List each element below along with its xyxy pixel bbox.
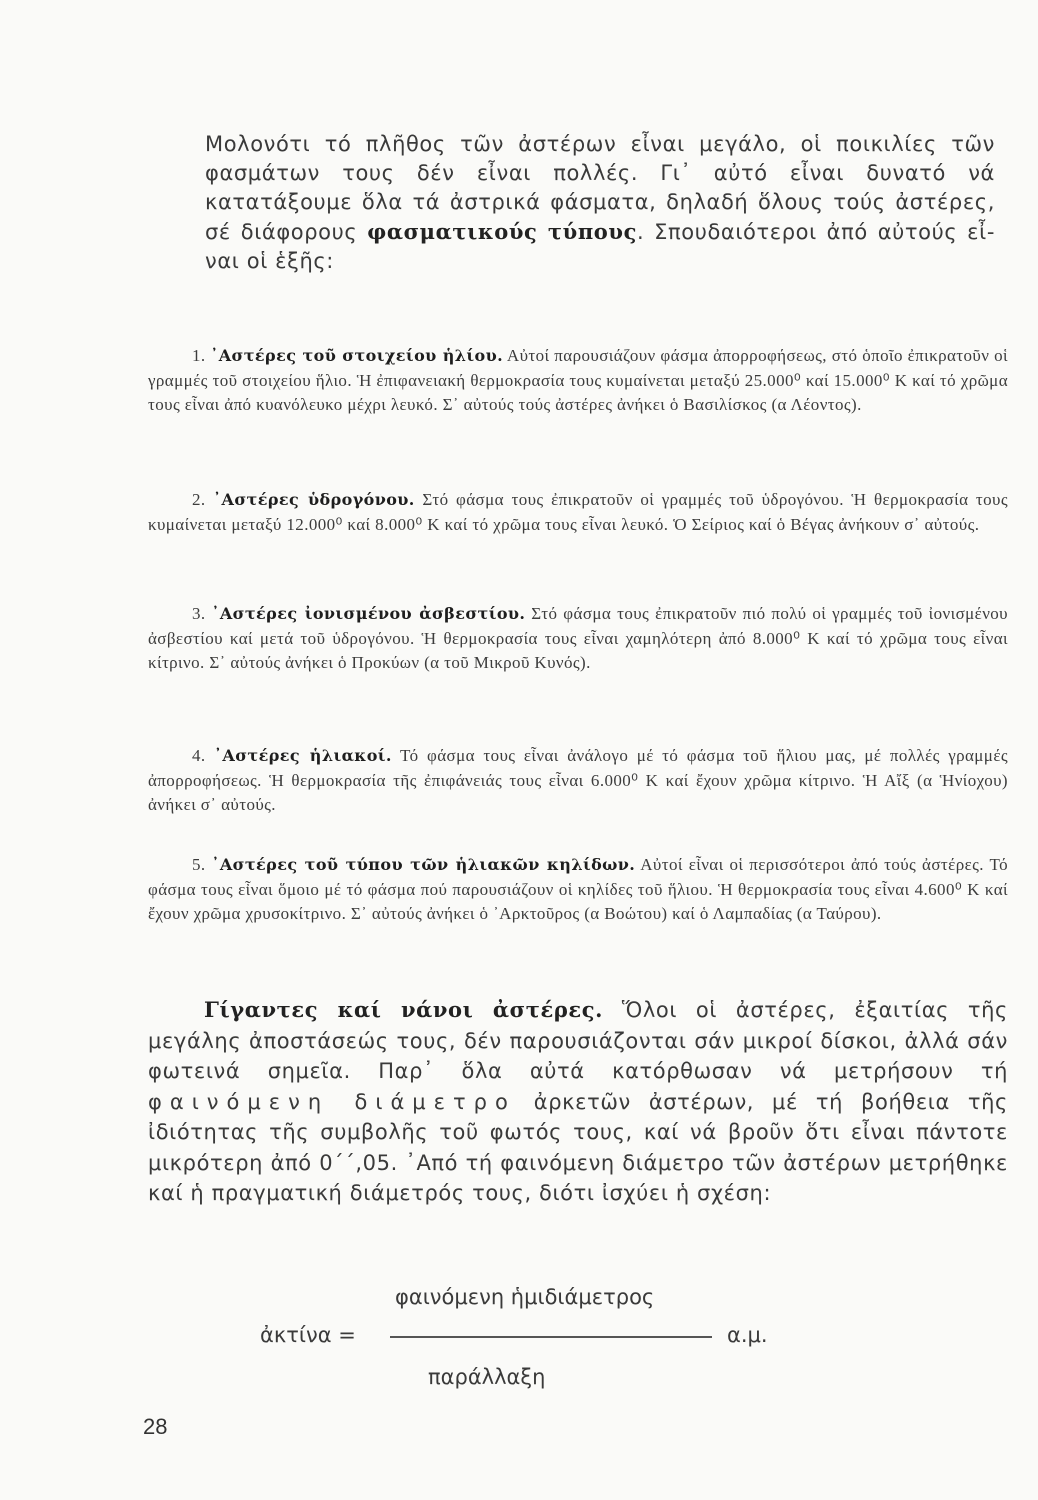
section-heading: Γίγαντες καί νάνοι ἀστέρες. — [204, 997, 604, 1022]
spaced-term: φαινόμενη διάμετρο — [148, 1089, 516, 1114]
intro-paragraph — [205, 130, 995, 276]
type-number: 5. — [192, 855, 206, 874]
spectral-type-5 — [148, 853, 1008, 927]
spectral-type-4 — [148, 744, 1008, 818]
type-title: ᾽Αστέρες ὑδρογόνου. — [213, 490, 415, 509]
fraction-bar — [390, 1336, 712, 1338]
type-title: ᾽Αστέρες τοῦ τύπου τῶν ἡλιακῶν κηλίδων. — [211, 855, 636, 874]
type-text: Στό φάσμα τους ἐπικρατοῦν πιό πολύ οἱ γραμμές τοῦ ἰονισμένου ἀσβεστίου καί μετά τοῦ ὑδρογόνου. Ἡ θερμοκρασία τους εἶναι χαμηλότερη ἀπό 8.000⁰ Κ καί τό χρῶμα τους εἶναι κίτρινο. Σ᾽ αὐτούς ἀνήκει ὁ Προκύων (α τοῦ Μικροῦ Κυνός). — [148, 604, 1009, 672]
type-title: ᾽Αστέρες ἡλιακοί. — [214, 746, 392, 765]
giants-dwarfs-paragraph — [148, 995, 1008, 1209]
formula-lhs: ἀκτίνα = — [260, 1323, 356, 1347]
formula-unit: α.μ. — [727, 1323, 768, 1347]
spectral-type-3 — [148, 602, 1008, 676]
type-number: 3. — [192, 604, 206, 623]
type-text: Στό φάσμα τους ἐπικρατοῦν οἱ γραμμές τοῦ ὑδρογόνου. Ἡ θερμοκρασία τους κυμαίνεται μεταξύ 12.000⁰ καί 8.000⁰ Κ καί τό χρῶμα τους εἶναι λευκό. Ὁ Σείριος καί ὁ Βέγας ἀνήκουν σ᾽ αὐτούς. — [148, 490, 1009, 534]
page-number: 28 — [143, 1414, 168, 1439]
intro-term: φασματικούς τύπους — [367, 219, 637, 244]
giants-text: Ὅλοι οἱ ἀστέρες, ἐξαιτίας τῆς μεγάλης ἀποστάσεώς τους, δέν παρουσιάζονται σάν μικροί δίσκοι, ἀλλά σάν φωτεινά σημεῖα. Παρ᾽ ὅλα αὐτά κατόρθωσαν νά μετρήσουν τή — [148, 998, 1008, 1083]
radius-formula — [260, 1285, 820, 1405]
type-number: 4. — [192, 746, 206, 765]
formula-denominator: παράλλαξη — [428, 1365, 546, 1389]
type-text: Αὐτοί παρουσιάζουν φάσμα ἀπορροφήσεως, στό ὁποῖο ἐπικρατοῦν οἱ γραμμές τοῦ στοιχείου ἥλιο. Ἡ ἐπιφανειακή θερμοκρασία τους κυμαίνεται μεταξύ 25.000⁰ καί 15.000⁰ Κ καί τό χρῶμα τους εἶναι ἀπό κυανόλευκο μέχρι λευκό. Σ᾽ αὐτούς τούς ἀστέρες ἀνήκει ὁ Βασιλίσκος (α Λέοντος). — [148, 346, 1008, 414]
intro-text-end: . Σπουδαιότεροι ἀπό αὐτούς εἶ-ναι οἱ ἑξῆς: — [205, 220, 995, 273]
giants-text-end: ἀρκετῶν ἀστέρων, μέ τή βοήθεια τῆς ἰδιότητας τῆς συμβολῆς τοῦ φωτός τους, καί νά βροῦν ὅτι εἶναι πάντοτε μικρότερη ἀπό 0΄΄,05. ᾽Από τή φαινόμενη διάμετρο τῶν ἀστέρων μετρήθηκε καί ἡ πραγματική διάμετρός τους, διότι ἰσχύει ἡ σχέση: — [148, 1089, 1008, 1205]
type-text: Τό φάσμα τους εἶναι ἀνάλογο μέ τό φάσμα τοῦ ἥλιου μας, μέ πολλές γραμμές ἀπορροφήσεως. Ἡ θερμοκρασία τῆς ἐπιφάνειάς τους εἶναι 6.000⁰ Κ καί ἔχουν χρῶμα κίτρινο. Ἡ Αἴξ (α Ἡνίοχου) ἀνήκει σ᾽ αὐτούς. — [148, 746, 1008, 814]
type-text: Αὐτοί εἶναι οἱ περισσότεροι ἀπό τούς ἀστέρες. Τό φάσμα τους εἶναι ὅμοιο μέ τό φάσμα πού παρουσιάζουν οἱ κηλίδες τοῦ ἥλιου. Ἡ θερμοκρασία τους εἶναι 4.600⁰ Κ καί ἔχουν χρῶμα χρυσοκίτρινο. Σ᾽ αὐτούς ἀνήκει ὁ ᾽Αρκτοῦρος (α Βοώτου) καί ὁ Λαμπαδίας (α Ταύρου). — [148, 855, 1008, 923]
type-number: 2. — [192, 490, 206, 509]
type-number: 1. — [192, 346, 206, 365]
type-title: ᾽Αστέρες ἰονισμένου ἀσβεστίου. — [211, 604, 526, 623]
intro-text: Μολονότι τό πλῆθος τῶν ἀστέρων εἶναι μεγάλο, οἱ ποικιλίες τῶν φασμάτων τους δέν εἶναι πολλές. Γι᾽ αὐτό εἶναι δυνατό νά κατατάξουμε ὅλα τά ἀστρικά φάσματα, δηλαδή ὅλους τούς ἀστέρες, σέ διάφορους — [205, 132, 995, 244]
spectral-type-2 — [148, 488, 1008, 537]
spectral-type-1 — [148, 344, 1008, 418]
formula-numerator: φαινόμενη ἡμιδιάμετρος — [395, 1285, 655, 1309]
type-title: ᾽Αστέρες τοῦ στοιχείου ἡλίου. — [210, 346, 504, 365]
